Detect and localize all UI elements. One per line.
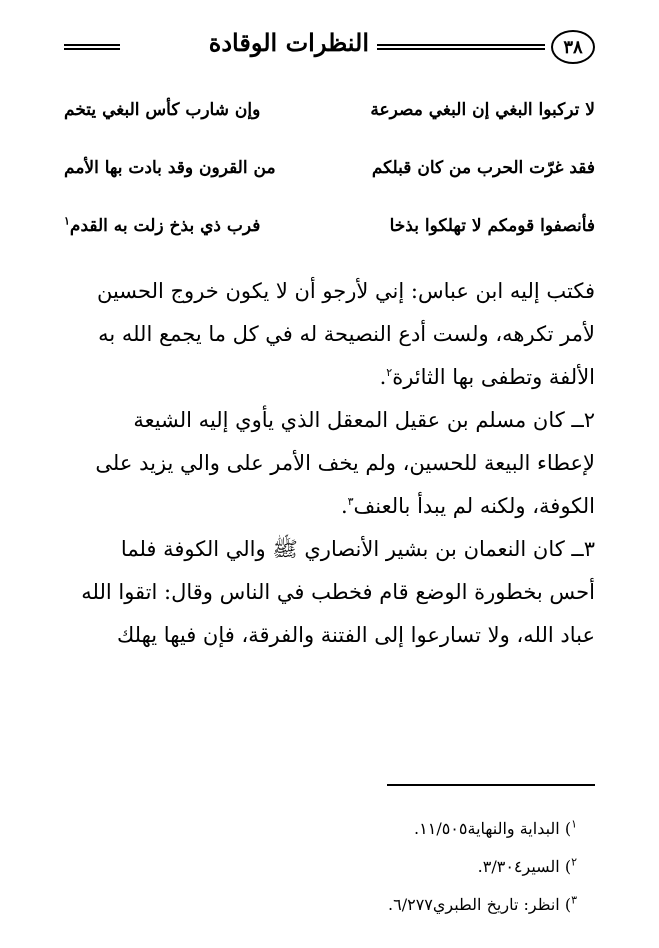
page-header xyxy=(64,22,595,74)
paragraph-2 xyxy=(64,399,595,528)
line-text: الكوفة، ولكنه لم يبدأ بالعنف xyxy=(353,494,595,518)
footnote-marker: ١ xyxy=(64,214,70,228)
footnote-marker: ٢ xyxy=(386,366,393,379)
verse-first-hemistich: فقد غرّت الحرب من كان قبلكم xyxy=(371,158,595,178)
footnote-text: ) انظر: تاريخ الطبري٦/٢٧٧. xyxy=(388,895,572,914)
footnote-number: ١ xyxy=(571,817,577,831)
text-line: أحس بخطورة الوضع قام فخطب في الناس وقال: اتقوا الله xyxy=(81,580,595,604)
paragraph-1 xyxy=(64,270,595,399)
text-line: ٢ــ كان مسلم بن عقيل المعقل الذي يأوي إليه الشيعة xyxy=(133,408,595,432)
footnote-marker: ٣ xyxy=(347,495,354,508)
page-title: النظرات الوقادة xyxy=(208,28,369,57)
verse xyxy=(64,216,595,274)
verse xyxy=(64,100,595,158)
body-text xyxy=(64,270,595,657)
footnote-separator xyxy=(387,784,595,786)
verse-text: فرب ذي بذخ زلت به القدم xyxy=(69,216,261,236)
verse-second-hemistich: وإن شارب كأس البغي يتخم xyxy=(64,100,261,120)
verse xyxy=(64,158,595,216)
paragraph-3 xyxy=(64,528,595,657)
text-line: لإعطاء البيعة للحسين، ولم يخف الأمر على والي يزيد على xyxy=(95,451,595,475)
header-rule-right xyxy=(377,44,545,50)
line-text: الألفة وتطفى بها الثائرة xyxy=(392,365,595,389)
text-line: ٣ــ كان النعمان بن بشير الأنصاري ﷺ والي الكوفة فلما xyxy=(120,537,595,561)
verse-first-hemistich: لا تركبوا البغي إن البغي مصرعة xyxy=(370,100,595,120)
header-rule-left xyxy=(64,44,120,50)
poem xyxy=(64,100,595,274)
footnote xyxy=(64,810,577,848)
page-number: ٣٨ xyxy=(551,30,595,64)
text-line: لأمر تكرهه، ولست أدع النصيحة له في كل ما يجمع الله به xyxy=(98,322,595,346)
text-line: الكوفة، ولكنه لم يبدأ بالعنف$^٣$. xyxy=(340,494,595,518)
footnote-text: ) البداية والنهاية١١/٥٠٥. xyxy=(414,819,572,838)
text-line: فكتب إليه ابن عباس: إني لأرجو أن لا يكون خروج الحسين xyxy=(96,279,595,303)
footnote-number: ٢ xyxy=(571,855,577,869)
footnote xyxy=(64,848,577,886)
verse-first-hemistich: فأنصفوا قومكم لا تهلكوا بذخا xyxy=(389,216,595,236)
footnote xyxy=(64,886,577,924)
footnote-text: ) السير٣/٣٠٤. xyxy=(477,857,572,876)
text-line: عباد الله، ولا تسارعوا إلى الفتنة والفرقة، فإن فيها يهلك xyxy=(116,623,595,647)
verse-second-hemistich xyxy=(64,216,260,236)
text-line: الألفة وتطفى بها الثائرة$^٢$. xyxy=(379,365,595,389)
footnote-number: ٣ xyxy=(571,893,577,907)
verse-second-hemistich: من القرون وقد بادت بها الأمم xyxy=(64,158,276,178)
footnotes xyxy=(64,810,577,924)
